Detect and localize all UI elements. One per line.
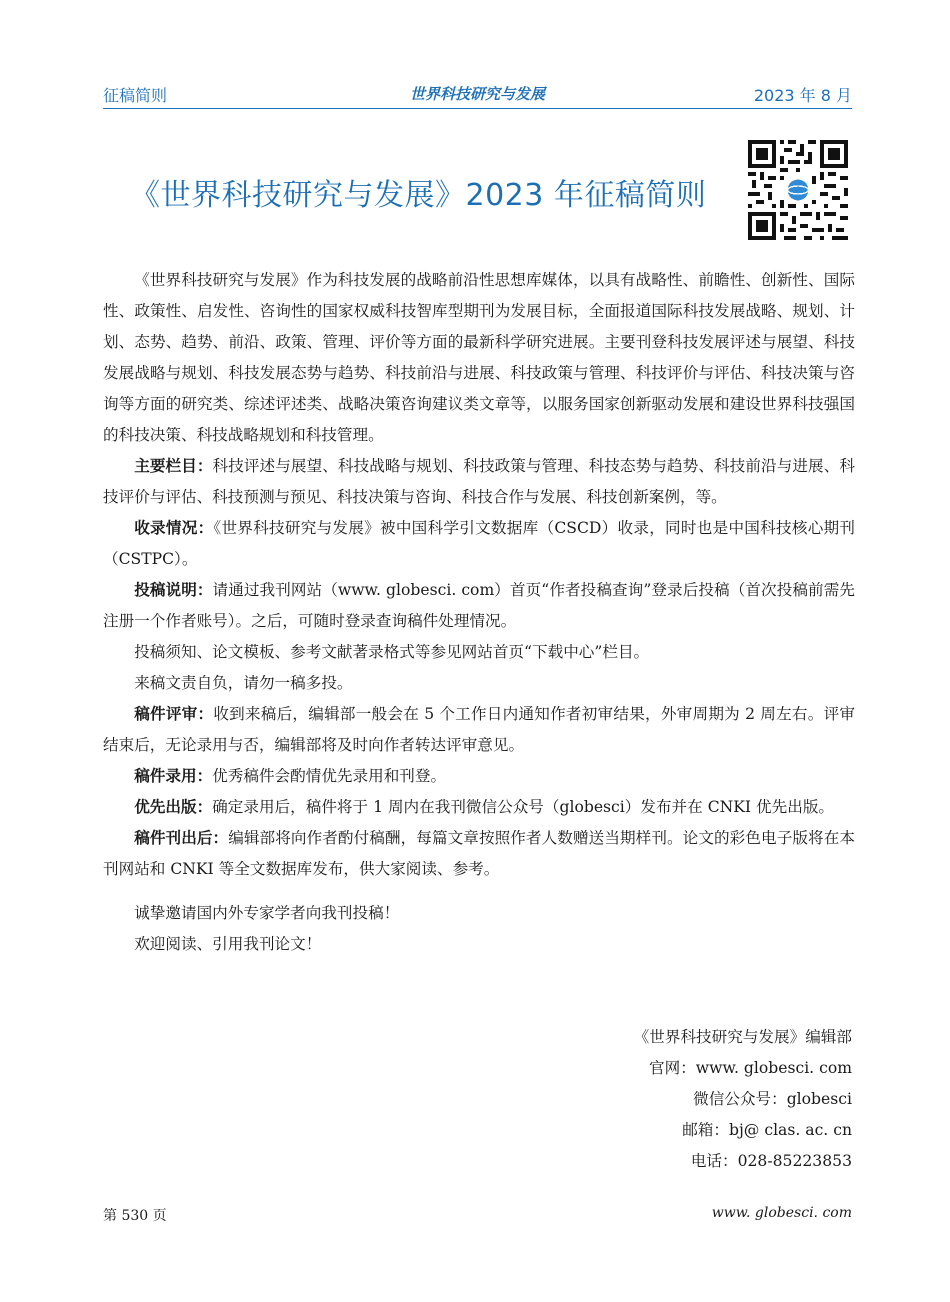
qr-code-icon xyxy=(748,140,848,240)
signature-org: 《世界科技研究与发展》编辑部 xyxy=(633,1028,852,1046)
spacer xyxy=(103,885,855,898)
review-paragraph xyxy=(103,699,855,761)
acceptance-label: 稿件录用： xyxy=(134,767,213,785)
columns-text: 科技评述与展望、科技战略与规划、科技政策与管理、科技态势与趋势、科技前沿与进展、科技评价与评估、科技预测与预见、科技决策与咨询、科技合作与发展、科技创新案例，等。 xyxy=(103,457,855,506)
responsibility-paragraph: 来稿文责自负，请勿一稿多投。 xyxy=(134,674,353,692)
header-date: 2023 年 8 月 xyxy=(753,86,852,105)
review-label: 稿件评审： xyxy=(134,705,214,723)
publication-paragraph xyxy=(103,823,855,885)
article-body xyxy=(103,265,855,960)
submission-text: 请通过我刊网站（www. globesci. com）首页“作者投稿查询”登录后投稿（首次投稿前需先注册一个作者账号）。之后，可随时登录查询稿件处理情况。 xyxy=(103,581,855,630)
invite-line: 诚挚邀请国内外专家学者向我刊投稿！ xyxy=(134,904,400,922)
signature-block xyxy=(634,1022,852,1177)
running-header xyxy=(103,78,852,109)
signature-website: 官网：www. globesci. com xyxy=(649,1059,852,1077)
header-section: 征稿简则 xyxy=(103,86,168,105)
indexing-text: 《世界科技研究与发展》被中国科学引文数据库（CSCD）收录，同时也是中国科技核心期刊（CSTPC）。 xyxy=(103,519,855,568)
page-title: 《世界科技研究与发展》2023 年征稿简则 xyxy=(130,178,707,213)
review-text: 收到来稿后，编辑部一般会在 5 个工作日内通知作者初审结果，外审周期为 2 周左右。评审结束后，无论录用与否，编辑部将及时向作者转达评审意见。 xyxy=(103,705,855,754)
signature-email: 邮箱：bj@ clas. ac. cn xyxy=(682,1121,852,1139)
signature-phone: 电话：028-85223853 xyxy=(690,1152,852,1170)
submission-label: 投稿说明： xyxy=(134,581,213,599)
priority-paragraph xyxy=(103,792,855,823)
footer-url: www. globesci. com xyxy=(711,1205,852,1221)
columns-label: 主要栏目： xyxy=(134,457,213,475)
intro-paragraph: 《世界科技研究与发展》作为科技发展的战略前沿性思想库媒体，以具有战略性、前瞻性、创新性、国际性、政策性、启发性、咨询性的国家权威科技智库型期刊为发展目标，全面报道国际科技发展战略、规划、计划、态势、趋势、前沿、政策、管理、评价等方面的最新科学研究进展。主要刊登科技发展评述与展望、科技发展战略与规划、科技发展态势与趋势、科技前沿与进展、科技政策与管理、科技评价与评估、科技决策与咨询等方面的研究类、综述评述类、战略决策咨询建议类文章等，以服务国家创新驱动发展和建设世界科技强国的科技决策、科技战略规划和科技管理。 xyxy=(103,271,855,444)
page-number: 第 530 页 xyxy=(103,1208,167,1224)
acceptance-paragraph xyxy=(103,761,855,792)
indexing-paragraph xyxy=(103,513,855,575)
header-journal: 世界科技研究与发展 xyxy=(409,85,545,103)
indexing-label: 收录情况： xyxy=(134,519,214,537)
acceptance-text: 优秀稿件会酌情优先录用和刊登。 xyxy=(212,767,447,785)
publication-label: 稿件刊出后： xyxy=(134,829,229,847)
priority-text: 确定录用后，稿件将于 1 周内在我刊微信公众号（globesci）发布并在 CNKI 优先出版。 xyxy=(212,798,835,816)
signature-wechat: 微信公众号：globesci xyxy=(693,1090,852,1108)
notice-paragraph: 投稿须知、论文模板、参考文献著录格式等参见网站首页“下载中心”栏目。 xyxy=(134,643,650,661)
welcome-line: 欢迎阅读、引用我刊论文！ xyxy=(134,935,322,953)
submission-paragraph xyxy=(103,575,855,637)
columns-paragraph xyxy=(103,451,855,513)
publication-text: 编辑部将向作者酌付稿酬，每篇文章按照作者人数赠送当期样刊。论文的彩色电子版将在本刊网站和 CNKI 等全文数据库发布，供大家阅读、参考。 xyxy=(103,829,855,878)
priority-label: 优先出版： xyxy=(134,798,213,816)
